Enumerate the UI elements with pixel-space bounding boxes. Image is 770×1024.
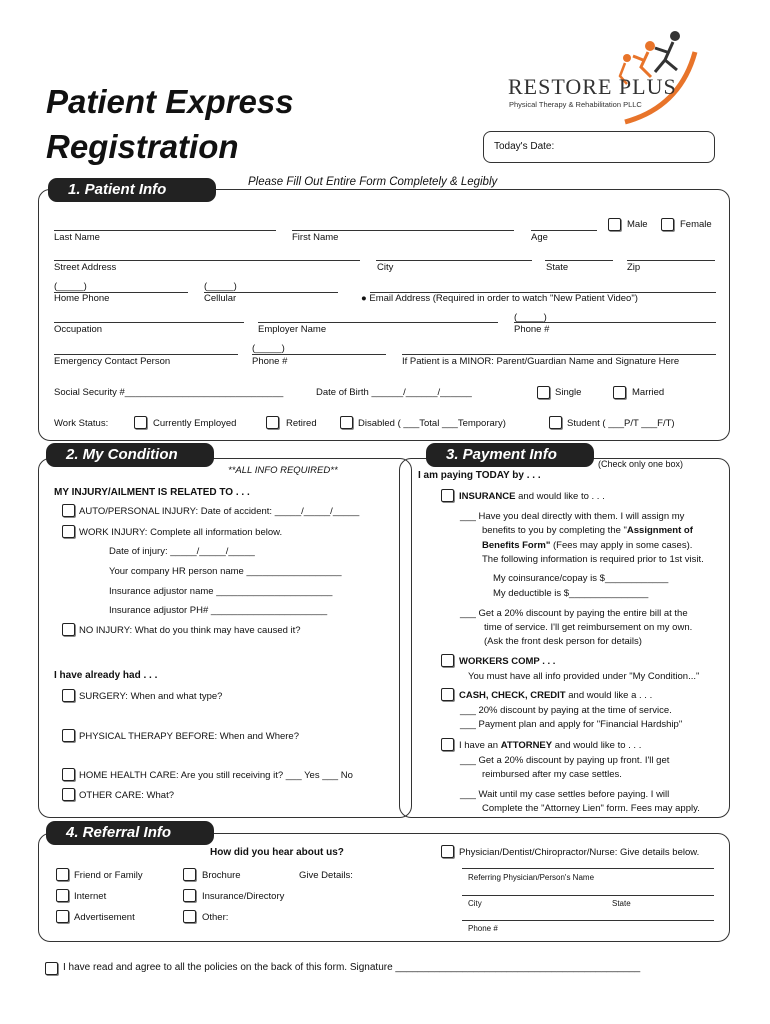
male-checkbox[interactable] [608,218,621,231]
attorney-option1-line1: ___ Get a 20% discount by paying up front. I'll get [460,755,670,766]
attorney-option2-line2: Complete the "Attorney Lien" form. Fees may apply. [482,803,700,814]
physician-label: Physician/Dentist/Chiropractor/Nurse: Give details below. [459,847,700,858]
advertisement-label: Advertisement [74,912,135,923]
already-had-heading: I have already had . . . [54,670,158,681]
ins-option1-line2: benefits to you by completing the "Assignment of [482,525,693,536]
workers-comp-label: WORKERS COMP . . . [459,656,556,667]
ref-phone-label: Phone # [468,924,498,933]
insurance-directory-checkbox[interactable] [183,889,196,902]
section-4-header: 4. Referral Info [46,821,214,845]
other-referral-label: Other: [202,912,229,923]
cellular-label: Cellular [204,293,237,304]
logo-brand: RESTORE PLUS [508,74,677,99]
check-one-note: (Check only one box) [598,459,684,469]
zip-label: Zip [627,262,641,273]
surgery-checkbox[interactable] [62,689,75,702]
emergency-phone-label: Phone # [252,356,288,367]
city-line[interactable] [376,260,532,261]
section-3-header: 3. Payment Info [426,443,594,467]
home-health-checkbox[interactable] [62,768,75,781]
insurance-checkbox[interactable] [441,489,454,502]
ref-city-line[interactable] [462,895,714,896]
female-label: Female [680,219,712,230]
street-label: Street Address [54,262,117,273]
auto-injury-label: AUTO/PERSONAL INJURY: Date of accident: _____/_____/_____ [79,506,360,517]
deductible-field[interactable]: My deductible is $_______________ [493,588,649,599]
other-care-label: OTHER CARE: What? [79,790,175,801]
emergency-line[interactable] [54,354,238,355]
cash-option2: ___ Payment plan and apply for "Financial Hardship" [460,719,683,730]
paying-today: I am paying TODAY by . . . [418,470,541,481]
agree-checkbox[interactable] [45,962,58,975]
attorney-option2-line1: ___ Wait until my case settles before paying. I will [460,789,670,800]
ref-city-label: City [468,899,482,908]
ins-option1-line3: Benefits Form" (Fees may apply in some cases). [482,540,693,551]
internet-checkbox[interactable] [56,889,69,902]
home-phone-paren: (_____) [54,281,87,292]
cellular-paren: (_____) [204,281,237,292]
ins-option2-line1: ___ Get a 20% discount by paying the entire bill at the [460,608,688,619]
page-title-line2: Registration [46,128,239,165]
ref-name-line[interactable] [462,868,714,869]
student-label: Student ( ___P/T ___F/T) [567,418,675,429]
employer-line[interactable] [258,322,498,323]
ref-name-label: Referring Physician/Person's Name [468,873,595,882]
surgery-label: SURGERY: When and what type? [79,691,223,702]
ins-option2-line3: (Ask the front desk person for details) [484,636,642,647]
section-1-header: 1. Patient Info [48,178,216,202]
employer-phone-label: Phone # [514,324,550,335]
disabled-checkbox[interactable] [340,416,353,429]
brochure-label: Brochure [202,870,241,881]
married-label: Married [632,387,665,398]
emergency-label: Emergency Contact Person [54,356,171,367]
instructions: Please Fill Out Entire Form Completely & Legibly [248,176,498,188]
ins-option1-line1: ___ Have you deal directly with them. I will assign my [460,511,685,522]
employer-phone-line[interactable] [514,322,716,323]
single-label: Single [555,387,582,398]
male-label: Male [627,219,648,230]
other-referral-checkbox[interactable] [183,910,196,923]
no-injury-label: NO INJURY: What do you think may have caused it? [79,625,301,636]
copay-field[interactable]: My coinsurance/copay is $____________ [493,573,669,584]
emergency-phone-paren: (_____) [252,343,285,354]
occupation-label: Occupation [54,324,103,335]
ref-state-label: State [612,899,631,908]
home-phone-label: Home Phone [54,293,110,304]
dob-field[interactable]: Date of Birth ______/______/______ [316,387,472,398]
attorney-checkbox[interactable] [441,738,454,751]
disabled-label: Disabled ( ___Total ___Temporary) [358,418,506,429]
workers-comp-checkbox[interactable] [441,654,454,667]
emergency-phone-line[interactable] [252,354,386,355]
no-injury-checkbox[interactable] [62,623,75,636]
cash-option1: ___ 20% discount by paying at the time of service. [460,705,672,716]
state-label: State [546,262,569,273]
student-checkbox[interactable] [549,416,562,429]
injury-heading: MY INJURY/AILMENT IS RELATED TO . . . [54,487,250,498]
cash-label: CASH, CHECK, CREDIT and would like a . . . [459,690,653,701]
logo-tagline: Physical Therapy & Rehabilitation PLLC [509,100,642,109]
employer-label: Employer Name [258,324,327,335]
occupation-line[interactable] [54,322,244,323]
insurance-label: INSURANCE and would like to . . . [459,491,605,502]
adjustor-phone[interactable]: Insurance adjustor PH# ______________________ [109,605,328,616]
hr-person[interactable]: Your company HR person name __________________ [109,566,342,577]
give-details-label: Give Details: [299,870,353,881]
other-care-checkbox[interactable] [62,788,75,801]
page-title-line1: Patient Express [46,83,294,120]
auto-injury-checkbox[interactable] [62,504,75,517]
employed-checkbox[interactable] [134,416,147,429]
pt-before-label: PHYSICAL THERAPY BEFORE: When and Where? [79,731,299,742]
last-name-label: Last Name [54,232,100,243]
agree-signature[interactable]: I have read and agree to all the policies on the back of this form. Signature ____________________________________________ [63,962,641,973]
advertisement-checkbox[interactable] [56,910,69,923]
todays-date-label: Today's Date: [494,141,555,152]
female-checkbox[interactable] [661,218,674,231]
ins-option2-line2: time of service. I'll get reimbursement on my own. [484,622,693,633]
state-line[interactable] [545,260,613,261]
cash-checkbox[interactable] [441,688,454,701]
single-checkbox[interactable] [537,386,550,399]
retired-label: Retired [286,418,317,429]
ins-option1-line4: The following information is required prior to 1st visit. [482,554,704,565]
first-name-label: First Name [292,232,339,243]
section-2-header: 2. My Condition [46,443,214,467]
employed-label: Currently Employed [153,418,237,429]
internet-label: Internet [74,891,107,902]
pt-before-checkbox[interactable] [62,729,75,742]
last-name-line[interactable] [54,230,276,231]
married-checkbox[interactable] [613,386,626,399]
attorney-option1-line2: reimbursed after my case settles. [482,769,622,780]
age-label: Age [531,232,548,243]
adjustor-name[interactable]: Insurance adjustor name ______________________ [109,586,333,597]
insurance-directory-label: Insurance/Directory [202,891,285,902]
email-label: ● Email Address (Required in order to watch "New Patient Video") [361,293,638,304]
brochure-checkbox[interactable] [183,868,196,881]
friend-label: Friend or Family [74,870,143,881]
street-line[interactable] [54,260,360,261]
ssn-field[interactable]: Social Security #______________________________ [54,387,284,398]
work-injury-label: WORK INJURY: Complete all information below. [79,527,283,538]
work-injury-checkbox[interactable] [62,525,75,538]
todays-date-field[interactable] [483,131,715,163]
required-note: **ALL INFO REQUIRED** [228,465,338,476]
attorney-label: I have an ATTORNEY and would like to . . . [459,740,642,751]
minor-label: If Patient is a MINOR: Parent/Guardian Name and Signature Here [402,356,680,367]
friend-checkbox[interactable] [56,868,69,881]
physician-checkbox[interactable] [441,845,454,858]
retired-checkbox[interactable] [266,416,279,429]
minor-line[interactable] [402,354,716,355]
employer-phone-paren: (_____) [514,312,547,323]
home-health-label: HOME HEALTH CARE: Are you still receiving it? ___ Yes ___ No [79,770,353,781]
city-label: City [377,262,394,273]
ref-phone-line[interactable] [462,920,714,921]
workers-comp-note: You must have all info provided under "My Condition..." [468,671,700,682]
first-name-line[interactable] [292,230,514,231]
age-line[interactable] [531,230,597,231]
work-status-label: Work Status: [54,418,109,429]
zip-line[interactable] [627,260,715,261]
date-of-injury[interactable]: Date of injury: _____/_____/_____ [109,546,255,557]
how-heard-heading: How did you hear about us? [210,847,344,858]
